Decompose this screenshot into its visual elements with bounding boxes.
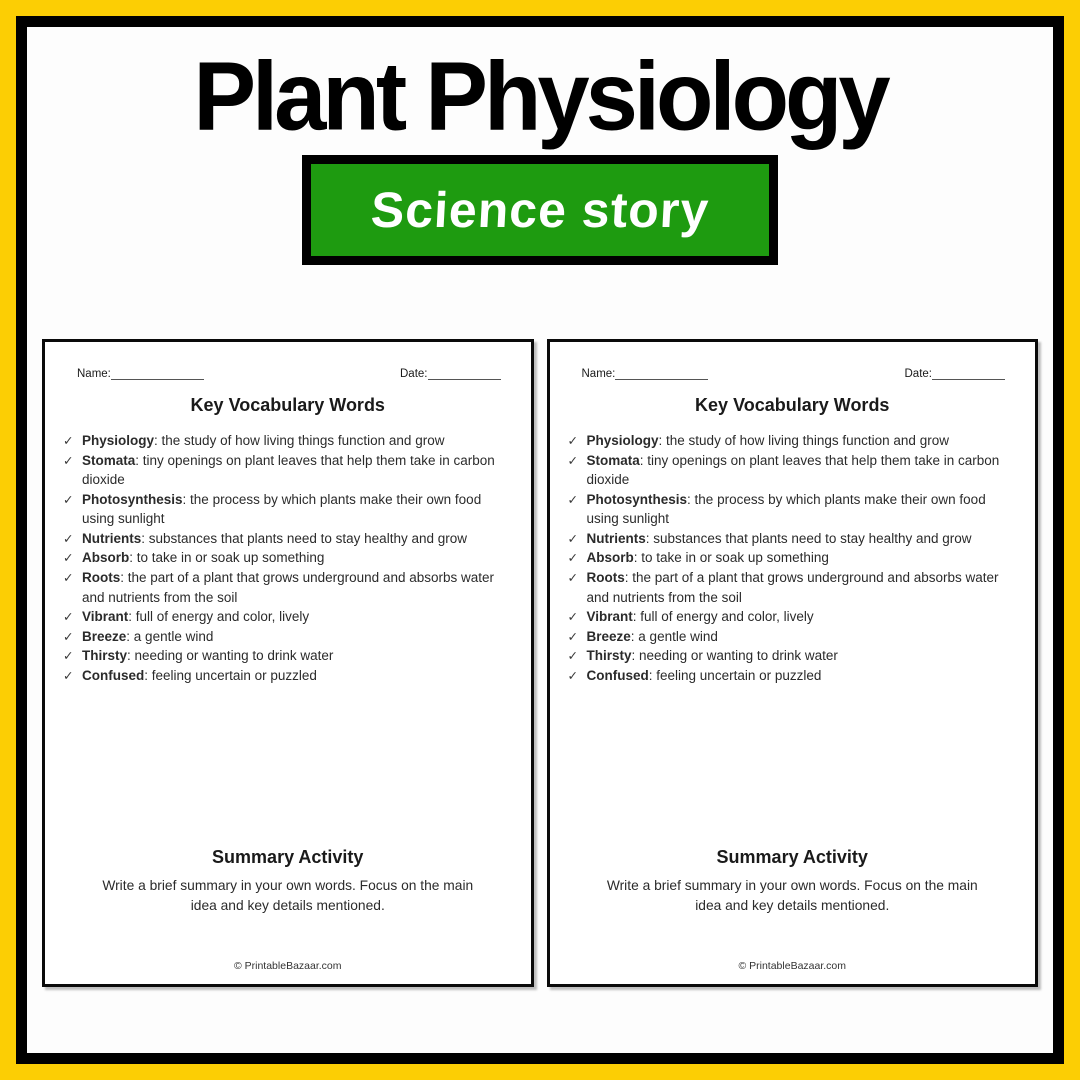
name-date-row [566, 368, 1020, 380]
vocab-definition: the process by which plants make their own food using sunlight [82, 491, 482, 527]
vocab-separator: : [687, 491, 695, 507]
vocab-term: Vibrant [586, 609, 633, 625]
vocab-item [61, 568, 515, 607]
vocab-separator: : [645, 530, 654, 546]
vocab-separator: : [127, 648, 135, 664]
worksheet-page-left [42, 339, 534, 987]
name-label: Name: [77, 368, 111, 380]
vocab-entry [587, 607, 1020, 627]
vocab-definition: tiny openings on plant leaves that help them take in carbon dioxide [586, 452, 1000, 488]
vocab-term: Physiology [586, 433, 659, 448]
vocab-separator: : [129, 550, 137, 566]
date-field [905, 368, 1006, 380]
summary-block [61, 847, 515, 916]
vocab-term: Thirsty [82, 648, 128, 664]
vocab-entry [82, 529, 515, 549]
page-footer: © PrintableBazaar.com [738, 960, 847, 972]
vocab-separator: : [154, 433, 162, 448]
vocab-definition: the part of a plant that grows underground and absorbs water and nutrients from the soil [82, 569, 494, 605]
vocab-item [566, 607, 1020, 627]
vocab-entry [82, 490, 515, 529]
vocab-definition: feeling uncertain or puzzled [151, 667, 317, 683]
vocab-separator: : [144, 667, 152, 683]
vocab-entry [587, 568, 1020, 607]
worksheet-pages [27, 339, 1053, 987]
vocab-entry [587, 627, 1020, 647]
vocab-definition: a gentle wind [133, 628, 214, 644]
vocab-entry [587, 431, 1020, 451]
vocab-item [566, 490, 1020, 529]
vocab-separator: : [624, 569, 633, 585]
vocab-term: Confused [586, 667, 649, 683]
vocab-definition: to take in or soak up something [136, 550, 325, 566]
checkmark-icon: ✓ [567, 492, 578, 507]
vocab-term: Roots [82, 569, 121, 585]
vocab-entry [587, 646, 1020, 666]
vocab-entry [82, 627, 515, 647]
vocab-heading: Key Vocabulary Words [190, 395, 385, 415]
date-label: Date: [904, 368, 932, 380]
vocab-separator: : [658, 433, 667, 448]
vocab-list [566, 431, 1020, 685]
vocab-term: Vibrant [82, 609, 129, 625]
checkmark-icon: ✓ [63, 531, 74, 546]
vocab-list [61, 431, 515, 685]
vocab-item [566, 568, 1020, 607]
checkmark-icon: ✓ [63, 649, 74, 664]
checkmark-icon: ✓ [63, 610, 74, 625]
category-banner [302, 155, 778, 265]
vocab-separator: : [632, 609, 641, 625]
vocab-separator: : [141, 530, 149, 546]
summary-instructions: Write a brief summary in your own words. Focus on the main idea and key details mentioned. [102, 878, 474, 913]
name-date-row [61, 368, 515, 380]
checkmark-icon: ✓ [63, 668, 74, 683]
vocab-definition: a gentle wind [638, 628, 718, 644]
vocab-item [566, 431, 1020, 451]
vocab-term: Nutrients [586, 530, 646, 546]
vocab-item [61, 607, 515, 627]
date-blank-line [932, 368, 1005, 380]
vocab-definition: the part of a plant that grows underground and absorbs water and nutrients from the soil [586, 569, 999, 605]
checkmark-icon: ✓ [63, 453, 74, 468]
vocab-item [566, 627, 1020, 647]
name-label: Name: [581, 368, 616, 380]
content-panel [27, 27, 1053, 1053]
vocab-term: Breeze [586, 628, 631, 644]
checkmark-icon: ✓ [567, 668, 578, 683]
vocab-separator: : [126, 628, 134, 644]
date-label: Date: [400, 368, 428, 380]
vocab-definition: the study of how living things function and grow [161, 433, 445, 448]
vocab-term: Thirsty [586, 648, 632, 664]
vocab-item [61, 627, 515, 647]
vocab-entry [587, 529, 1020, 549]
vocab-term: Absorb [82, 550, 130, 566]
vocab-entry [82, 548, 515, 568]
vocab-item [566, 666, 1020, 686]
vocab-definition: feeling uncertain or puzzled [656, 667, 822, 683]
vocab-separator: : [630, 628, 639, 644]
vocab-definition: substances that plants need to stay healthy and grow [653, 530, 972, 546]
vocab-separator: : [128, 609, 136, 625]
vocab-item [566, 529, 1020, 549]
name-field [582, 368, 709, 380]
date-blank-line [428, 368, 501, 380]
summary-heading: Summary Activity [716, 847, 868, 867]
date-field [400, 368, 501, 380]
vocab-item [61, 666, 515, 686]
vocab-term: Photosynthesis [82, 491, 183, 507]
vocab-item [61, 646, 515, 666]
vocab-entry [587, 666, 1020, 686]
vocab-item [61, 490, 515, 529]
checkmark-icon: ✓ [63, 629, 74, 644]
vocab-heading: Key Vocabulary Words [695, 395, 890, 415]
vocab-item [566, 646, 1020, 666]
vocab-definition: needing or wanting to drink water [639, 648, 838, 664]
category-banner-label: Science story [369, 182, 711, 238]
page-title: Plant Physiology [193, 40, 887, 151]
summary-block [566, 847, 1020, 916]
checkmark-icon: ✓ [567, 531, 578, 546]
vocab-entry [587, 490, 1020, 529]
vocab-definition: the study of how living things function and grow [666, 433, 949, 448]
vocab-entry [82, 451, 515, 490]
vocab-term: Physiology [82, 433, 155, 448]
checkmark-icon: ✓ [567, 649, 578, 664]
checkmark-icon: ✓ [63, 570, 74, 585]
vocab-definition: full of energy and color, lively [135, 609, 310, 625]
worksheet-page-right [547, 339, 1039, 987]
vocab-item [61, 451, 515, 490]
summary-instructions: Write a brief summary in your own words. Focus on the main idea and key details mentioned. [606, 878, 978, 913]
vocab-entry [82, 568, 515, 607]
vocab-term: Photosynthesis [586, 491, 688, 507]
page-footer: © PrintableBazaar.com [233, 960, 342, 972]
vocab-definition: to take in or soak up something [641, 550, 829, 566]
checkmark-icon: ✓ [567, 610, 578, 625]
name-blank-line [615, 368, 708, 380]
vocab-separator: : [120, 569, 128, 585]
vocab-term: Stomata [82, 452, 136, 468]
vocab-definition: tiny openings on plant leaves that help them take in carbon dioxide [82, 452, 495, 488]
vocab-separator: : [631, 648, 640, 664]
vocab-item [566, 451, 1020, 490]
vocab-separator: : [182, 491, 191, 507]
checkmark-icon: ✓ [567, 551, 578, 566]
checkmark-icon: ✓ [567, 629, 578, 644]
vocab-term: Nutrients [82, 530, 142, 546]
vocab-separator: : [135, 452, 143, 468]
vocab-term: Roots [586, 569, 625, 585]
summary-heading: Summary Activity [212, 847, 364, 867]
name-blank-line [111, 368, 204, 380]
vocab-term: Breeze [82, 628, 127, 644]
vocab-entry [82, 431, 515, 451]
name-field [77, 368, 204, 380]
vocab-term: Absorb [586, 550, 634, 566]
vocab-definition: substances that plants need to stay healthy and grow [148, 530, 467, 546]
checkmark-icon: ✓ [63, 434, 74, 448]
vocab-entry [587, 548, 1020, 568]
vocab-entry [82, 646, 515, 666]
vocab-item [566, 548, 1020, 568]
checkmark-icon: ✓ [63, 551, 74, 566]
vocab-term: Confused [82, 667, 145, 683]
vocab-entry [82, 607, 515, 627]
checkmark-icon: ✓ [63, 492, 74, 507]
vocab-item [61, 431, 515, 451]
vocab-entry [82, 666, 515, 686]
vocab-definition: needing or wanting to drink water [134, 648, 334, 664]
vocab-separator: : [633, 550, 642, 566]
vocab-separator: : [648, 667, 657, 683]
vocab-separator: : [639, 452, 648, 468]
checkmark-icon: ✓ [567, 453, 578, 468]
checkmark-icon: ✓ [567, 434, 578, 448]
vocab-definition: the process by which plants make their own food using sunlight [586, 491, 986, 527]
vocab-term: Stomata [586, 452, 640, 468]
checkmark-icon: ✓ [567, 570, 578, 585]
vocab-definition: full of energy and color, lively [640, 609, 814, 625]
vocab-item [61, 529, 515, 549]
vocab-item [61, 548, 515, 568]
vocab-entry [587, 451, 1020, 490]
